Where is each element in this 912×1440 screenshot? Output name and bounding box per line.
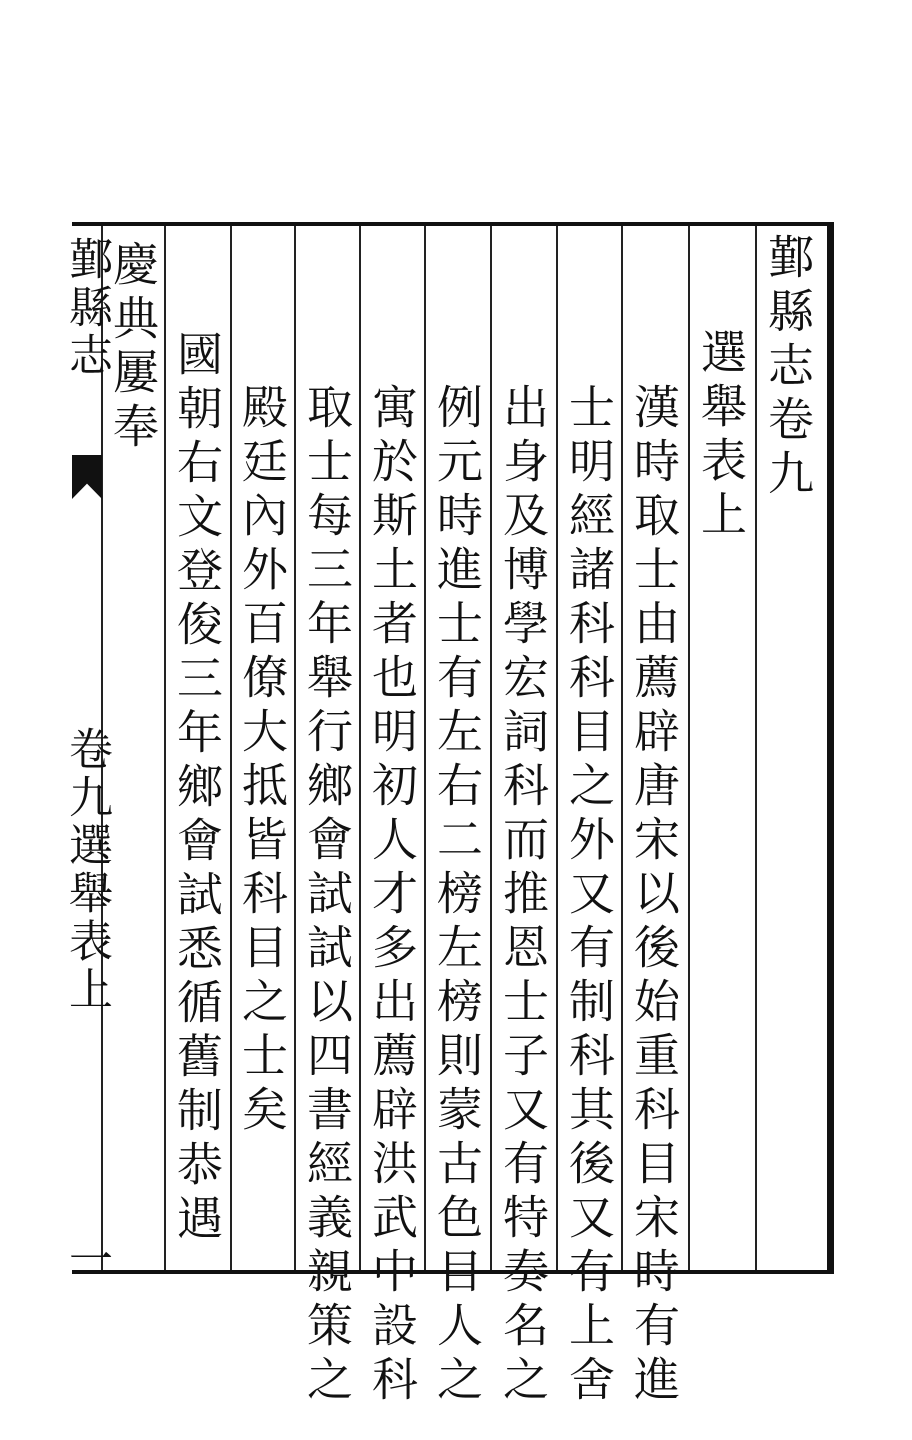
text-column: 出身及博學宏詞科而推恩士子又有特奏名之 [496,383,550,1409]
section-title: 選舉表上 [694,328,748,544]
text-column: 漢時取士由薦辟唐宋以後始重科目宋時有進 [627,383,681,1409]
margin-label: 卷九選舉表上 [61,726,112,1014]
text-column: 士明經諸科科目之外又有制科其後又有上舍 [562,383,616,1409]
column-rule [490,226,492,1270]
column-rule [556,226,558,1270]
centerfold-margin [61,226,112,1284]
column-rule [688,226,690,1270]
column-rule [755,226,757,1270]
column-rule [424,226,426,1270]
margin-page-number: 一 [61,1236,112,1284]
text-column: 取士每三年舉行鄉會試試以四書經義親策之 [300,383,354,1409]
text-column: 國朝右文登俊三年鄉會試悉循舊制恭遇 [170,330,224,1248]
text-column: 寓於斯土者也明初人才多出薦辟洪武中設科 [365,383,419,1409]
margin-title: 鄞縣志 [61,236,112,380]
text-column: 慶典屢奉 [106,240,160,456]
column-rule [230,226,232,1270]
column-rule [621,226,623,1270]
volume-header: 鄞縣志卷九 [761,233,815,503]
column-rule [359,226,361,1270]
text-column: 殿廷內外百僚大抵皆科目之士矣 [235,383,289,1139]
column-rule [164,226,166,1270]
text-column: 例元時進士有左右二榜左榜則蒙古色目人之 [430,383,484,1409]
column-rule [294,226,296,1270]
